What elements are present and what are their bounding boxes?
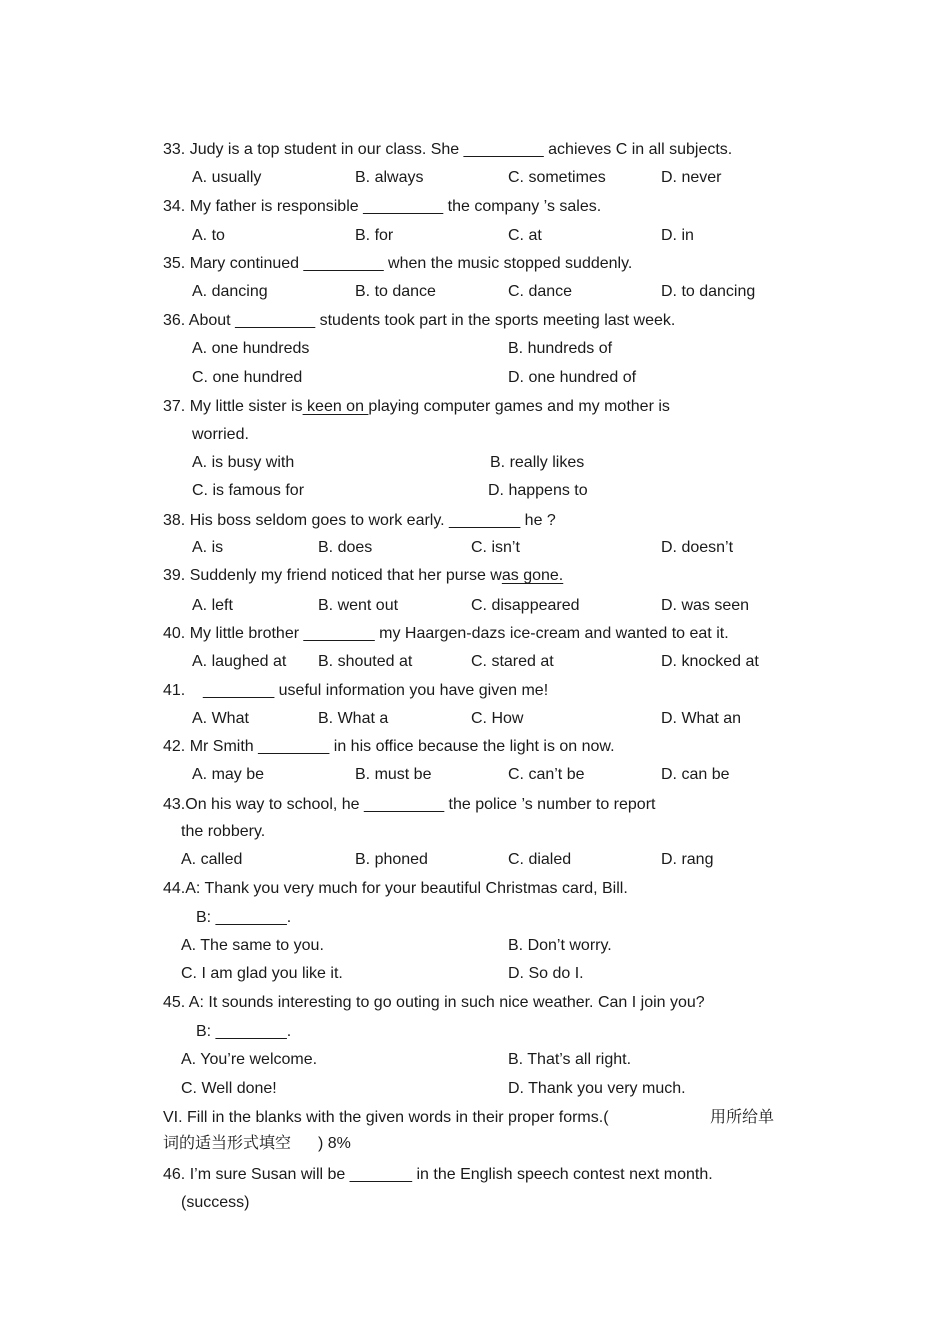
question-40-option-a: A. laughed at (192, 653, 287, 670)
question-35-option-d: D. to dancing (661, 283, 756, 300)
question-38-option-d: D. doesn’t (661, 539, 734, 556)
question-36-option-c: C. one hundred (192, 369, 303, 386)
question-36-option-b: B. hundreds of (508, 340, 613, 357)
question-38-option-a: A. is (192, 539, 224, 556)
question-44-option-a: A. The same to you. (181, 937, 324, 954)
question-43-option-d: D. rang (661, 851, 714, 868)
question-35-stem: 35. Mary continued _________ when the music stopped suddenly. (163, 255, 633, 272)
question-44-response-line: B: ________. (196, 909, 292, 926)
question-44-option-c: C. I am glad you like it. (181, 965, 343, 982)
question-39-stem (163, 566, 563, 586)
question-43-option-c: C. dialed (508, 851, 572, 868)
question-42-stem: 42. Mr Smith ________ in his office because the light is on now. (163, 738, 615, 755)
question-36-stem: 36. About _________ students took part in the sports meeting last week. (163, 312, 676, 329)
question-39-option-d: D. was seen (661, 597, 750, 614)
question-37-option-c: C. is famous for (192, 482, 305, 499)
question-43-option-b: B. phoned (355, 851, 428, 868)
question-37-stem-end: playing computer games and my mother is (368, 398, 670, 415)
question-39-option-c: C. disappeared (471, 597, 580, 614)
question-35-option-c: C. dance (508, 283, 573, 300)
section-vi-heading-chinese: 用所给单 (710, 1109, 775, 1126)
question-44-option-b: B. Don’t worry. (508, 937, 612, 954)
question-37-stem-start: 37. My little sister is (163, 398, 303, 415)
question-41-option-d: D. What an (661, 710, 742, 727)
question-40-option-c: C. stared at (471, 653, 554, 670)
question-39-underlined-phrase: as gone. (501, 567, 564, 584)
section-vi-heading-chinese-continued: 词的适当形式填空 (163, 1135, 292, 1152)
question-37-option-d: D. happens to (488, 482, 588, 499)
question-35-option-b: B. to dance (355, 283, 436, 300)
question-38-stem: 38. His boss seldom goes to work early. ________ he ? (163, 512, 556, 529)
question-40-option-b: B. shouted at (318, 653, 413, 670)
section-vi-score: ) 8% (318, 1135, 351, 1152)
question-37-stem (163, 397, 670, 417)
question-39-option-b: B. went out (318, 597, 399, 614)
question-36-option-d: D. one hundred of (508, 369, 637, 386)
question-44-option-d: D. So do I. (508, 965, 584, 982)
question-37-underlined-phrase: keen on (302, 398, 369, 415)
question-35-option-a: A. dancing (192, 283, 268, 300)
question-40-stem: 40. My little brother ________ my Haargen-dazs ice-cream and wanted to eat it. (163, 625, 729, 642)
question-43-stem-continued: the robbery. (181, 823, 266, 840)
question-43-stem: 43.On his way to school, he _________ the police ’s number to report (163, 796, 656, 813)
question-34-option-b: B. for (355, 227, 394, 244)
section-vi-heading: VI. Fill in the blanks with the given words in their proper forms.( (163, 1109, 609, 1126)
question-34-option-d: D. in (661, 227, 694, 244)
question-34-stem: 34. My father is responsible _________ the company ’s sales. (163, 198, 602, 215)
question-42-option-c: C. can’t be (508, 766, 585, 783)
question-38-option-b: B. does (318, 539, 373, 556)
question-45-option-c: C. Well done! (181, 1080, 277, 1097)
question-45-option-d: D. Thank you very much. (508, 1080, 686, 1097)
question-39-option-a: A. left (192, 597, 233, 614)
question-42-option-d: D. can be (661, 766, 730, 783)
question-37-option-a: A. is busy with (192, 454, 295, 471)
question-45-option-a: A. You’re welcome. (181, 1051, 318, 1068)
question-41-option-c: C. How (471, 710, 524, 727)
question-33-option-a: A. usually (192, 169, 262, 186)
question-37-option-b: B. really likes (490, 454, 585, 471)
question-45-response-line: B: ________. (196, 1023, 292, 1040)
question-41-option-a: A. What (192, 710, 249, 727)
question-38-option-c: C. isn’t (471, 539, 520, 556)
question-40-option-d: D. knocked at (661, 653, 759, 670)
question-33-option-d: D. never (661, 169, 722, 186)
question-45-stem: 45. A: It sounds interesting to go outing in such nice weather. Can I join you? (163, 994, 705, 1011)
question-41-stem: 41. ________ useful information you have given me! (163, 682, 549, 699)
question-39-stem-start: 39. Suddenly my friend noticed that her purse w (163, 567, 502, 584)
question-34-option-a: A. to (192, 227, 225, 244)
question-41-option-b: B. What a (318, 710, 389, 727)
question-33-option-b: B. always (355, 169, 424, 186)
question-33-stem: 33. Judy is a top student in our class. She _________ achieves C in all subjects. (163, 141, 733, 158)
question-45-option-b: B. That’s all right. (508, 1051, 632, 1068)
question-37-stem-continued: worried. (192, 426, 249, 443)
question-33-option-c: C. sometimes (508, 169, 606, 186)
question-43-option-a: A. called (181, 851, 243, 868)
question-42-option-a: A. may be (192, 766, 265, 783)
question-36-option-a: A. one hundreds (192, 340, 310, 357)
question-42-option-b: B. must be (355, 766, 432, 783)
question-44-stem: 44.A: Thank you very much for your beautiful Christmas card, Bill. (163, 880, 628, 897)
question-46-hint: (success) (181, 1194, 250, 1211)
question-34-option-c: C. at (508, 227, 542, 244)
question-46-stem: 46. I’m sure Susan will be _______ in the English speech contest next month. (163, 1166, 713, 1183)
